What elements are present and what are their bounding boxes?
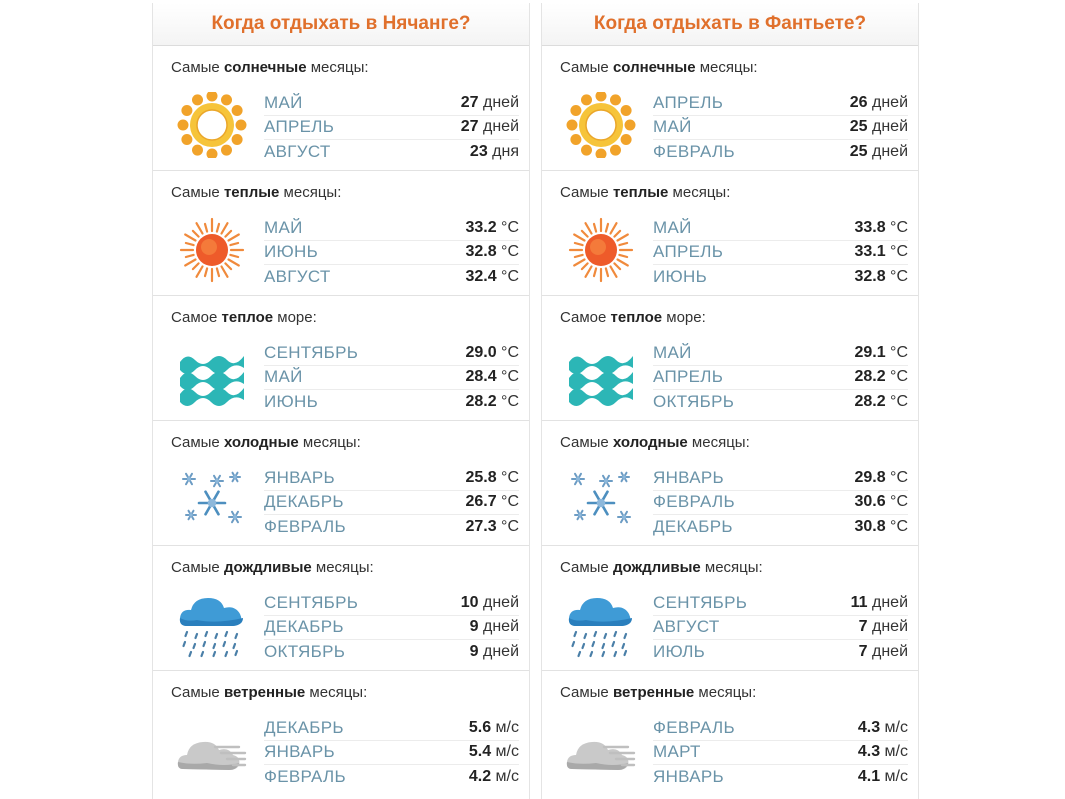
value-number: 9 [469, 618, 479, 636]
value-number: 33.8 [854, 218, 886, 236]
month-name: ФЕВРАЛЬ [264, 766, 346, 786]
month-row [653, 591, 908, 616]
value-unit: дней [478, 93, 519, 111]
month-list [264, 716, 519, 789]
section-title-keyword: холодные [223, 434, 299, 451]
month-list [264, 341, 519, 414]
month-value [470, 143, 519, 161]
month-value [859, 618, 908, 636]
month-value [854, 243, 908, 261]
rain-cloud-icon [566, 592, 636, 658]
section-title-suffix: месяцы: [687, 434, 750, 451]
month-name: АПРЕЛЬ [653, 367, 724, 387]
value-unit: °C [496, 493, 519, 511]
value-unit: м/с [880, 718, 908, 736]
month-row [653, 741, 908, 766]
section-title-keyword: дождливые [223, 559, 312, 576]
month-value [859, 643, 908, 661]
month-name: ДЕКАБРЬ [264, 492, 344, 512]
month-name: МАЙ [264, 92, 303, 112]
section-title-prefix: Самые [560, 59, 613, 76]
value-number: 25 [849, 118, 868, 136]
month-list [264, 466, 519, 539]
month-value [854, 469, 908, 487]
month-row [264, 341, 519, 366]
value-unit: °C [885, 218, 908, 236]
month-name: МАЙ [653, 217, 692, 237]
section-title [171, 559, 374, 576]
month-name: МАЙ [653, 117, 692, 137]
value-number: 23 [469, 142, 488, 160]
value-unit: °C [496, 343, 519, 361]
month-value [854, 393, 908, 411]
value-number: 30.6 [854, 493, 886, 511]
month-row [264, 91, 519, 116]
month-name: ЯНВАРЬ [653, 766, 724, 786]
month-name: ЯНВАРЬ [653, 467, 724, 487]
month-list [653, 91, 908, 164]
month-name: МАЙ [264, 367, 303, 387]
value-number: 29.1 [854, 343, 886, 361]
month-row [653, 341, 908, 366]
value-unit: °C [885, 468, 908, 486]
month-value [854, 518, 908, 536]
sun-icon [177, 92, 247, 158]
section-title-prefix: Самые [560, 434, 613, 451]
month-value [470, 643, 519, 661]
month-name: АПРЕЛЬ [653, 242, 724, 262]
month-name: ФЕВРАЛЬ [264, 516, 346, 536]
value-unit: °C [885, 343, 908, 361]
month-row [264, 265, 519, 289]
month-value [858, 768, 908, 786]
month-row [264, 591, 519, 616]
value-number: 25 [849, 142, 868, 160]
month-value [850, 94, 908, 112]
panel-title: Когда отдыхать в Нячанге? [153, 3, 529, 46]
panel-phan-thiet [541, 3, 919, 799]
section-title-suffix: месяцы: [695, 59, 758, 76]
value-unit: дней [867, 593, 908, 611]
section-title-prefix: Самые [560, 184, 613, 201]
value-unit: °C [885, 267, 908, 285]
section-title-suffix: месяцы: [279, 184, 342, 201]
section-title [560, 309, 706, 326]
month-row [653, 390, 908, 414]
month-row [653, 216, 908, 241]
section-title [560, 59, 758, 76]
month-value [461, 118, 519, 136]
value-unit: °C [496, 267, 519, 285]
climate-section [153, 171, 529, 296]
month-value [465, 393, 519, 411]
month-name: ИЮНЬ [264, 391, 319, 411]
month-row [264, 216, 519, 241]
section-title-prefix: Самые [171, 184, 224, 201]
value-number: 4.3 [857, 718, 881, 736]
month-list [264, 591, 519, 664]
month-row [264, 716, 519, 741]
section-title [171, 684, 367, 701]
section-title-suffix: море: [662, 309, 706, 326]
section-title-suffix: месяцы: [305, 684, 368, 701]
month-value [461, 94, 519, 112]
month-value [854, 268, 908, 286]
value-number: 26.7 [465, 493, 497, 511]
month-row [653, 491, 908, 516]
month-row [264, 640, 519, 664]
month-name: МАЙ [653, 342, 692, 362]
month-list [653, 716, 908, 789]
climate-section [542, 671, 918, 796]
value-number: 30.8 [854, 517, 886, 535]
month-name: ДЕКАБРЬ [264, 617, 344, 637]
month-value [469, 768, 519, 786]
climate-section [542, 546, 918, 671]
value-unit: м/с [491, 743, 519, 761]
value-number: 4.3 [857, 743, 881, 761]
month-name: ДЕКАБРЬ [653, 516, 733, 536]
hot-sun-icon [566, 217, 636, 283]
value-number: 25.8 [465, 468, 497, 486]
month-name: ДЕКАБРЬ [264, 717, 344, 737]
month-name: ИЮНЬ [653, 266, 708, 286]
month-row [264, 491, 519, 516]
month-list [653, 216, 908, 289]
value-unit: °C [885, 368, 908, 386]
sun-icon [566, 92, 636, 158]
month-value [465, 219, 519, 237]
month-row [653, 466, 908, 491]
month-name: МАРТ [653, 742, 701, 762]
month-name: ФЕВРАЛЬ [653, 717, 735, 737]
section-title-suffix: месяцы: [700, 559, 763, 576]
section-title-keyword: теплое [221, 309, 274, 326]
section-title-suffix: месяцы: [311, 559, 374, 576]
month-value [461, 594, 519, 612]
month-row [653, 116, 908, 141]
value-unit: м/с [491, 767, 519, 785]
section-title-prefix: Самые [560, 559, 613, 576]
month-value [469, 743, 519, 761]
wind-cloud-icon [177, 717, 247, 783]
month-value [850, 118, 908, 136]
value-number: 7 [858, 618, 868, 636]
value-unit: °C [496, 243, 519, 261]
value-unit: °C [496, 392, 519, 410]
section-title-keyword: ветренные [612, 684, 695, 701]
section-title-prefix: Самое [171, 309, 222, 326]
value-unit: м/с [491, 718, 519, 736]
value-unit: °C [885, 392, 908, 410]
value-number: 4.2 [468, 767, 492, 785]
section-title-prefix: Самые [171, 559, 224, 576]
climate-section [542, 296, 918, 421]
value-number: 32.8 [854, 267, 886, 285]
value-unit: м/с [880, 767, 908, 785]
value-unit: дней [478, 593, 519, 611]
section-title [560, 434, 750, 451]
section-title-keyword: дождливые [612, 559, 701, 576]
month-row [264, 366, 519, 391]
month-row [653, 640, 908, 664]
month-name: АВГУСТ [264, 266, 331, 286]
value-unit: дней [867, 642, 908, 660]
value-unit: °C [496, 368, 519, 386]
waves-icon [177, 342, 247, 408]
month-row [264, 515, 519, 539]
month-value [465, 493, 519, 511]
value-number: 5.4 [468, 743, 492, 761]
value-number: 28.2 [854, 368, 886, 386]
month-name: АПРЕЛЬ [653, 92, 724, 112]
waves-icon [566, 342, 636, 408]
section-title-prefix: Самые [171, 434, 224, 451]
month-row [653, 241, 908, 266]
section-title-suffix: месяцы: [668, 184, 731, 201]
value-number: 33.2 [465, 218, 497, 236]
climate-section [153, 671, 529, 796]
section-title [560, 684, 756, 701]
section-title-suffix: месяцы: [298, 434, 361, 451]
value-number: 32.4 [465, 267, 497, 285]
section-title-keyword: холодные [612, 434, 688, 451]
month-list [653, 466, 908, 539]
month-name: ЯНВАРЬ [264, 742, 335, 762]
month-row [653, 515, 908, 539]
value-unit: °C [885, 517, 908, 535]
month-row [264, 140, 519, 164]
value-number: 10 [460, 593, 479, 611]
section-title [171, 434, 361, 451]
value-unit: дней [478, 118, 519, 136]
section-title-keyword: теплые [612, 184, 669, 201]
month-row [653, 716, 908, 741]
month-name: АПРЕЛЬ [264, 117, 335, 137]
section-title-keyword: теплые [223, 184, 280, 201]
month-row [264, 116, 519, 141]
hot-sun-icon [177, 217, 247, 283]
value-number: 26 [849, 93, 868, 111]
value-number: 7 [858, 642, 868, 660]
month-row [264, 616, 519, 641]
value-unit: °C [496, 468, 519, 486]
value-number: 27.3 [465, 517, 497, 535]
month-row [264, 765, 519, 789]
month-row [653, 616, 908, 641]
month-value [465, 344, 519, 362]
month-name: ФЕВРАЛЬ [653, 141, 735, 161]
month-row [653, 765, 908, 789]
section-title-keyword: солнечные [223, 59, 307, 76]
month-value [854, 368, 908, 386]
month-name: СЕНТЯБРЬ [653, 592, 748, 612]
month-value [465, 368, 519, 386]
month-row [653, 366, 908, 391]
month-value [470, 618, 519, 636]
section-title-prefix: Самые [171, 684, 224, 701]
month-value [858, 719, 908, 737]
value-unit: дней [867, 618, 908, 636]
value-number: 33.1 [854, 243, 886, 261]
section-title-keyword: ветренные [223, 684, 306, 701]
month-list [264, 91, 519, 164]
section-title-suffix: месяцы: [694, 684, 757, 701]
section-title-prefix: Самые [560, 684, 613, 701]
value-unit: °C [885, 493, 908, 511]
value-number: 29.8 [854, 468, 886, 486]
section-title [171, 309, 317, 326]
month-value [465, 518, 519, 536]
climate-section [542, 421, 918, 546]
month-name: ОКТЯБРЬ [264, 641, 346, 661]
section-title-suffix: месяцы: [306, 59, 369, 76]
value-number: 28.2 [465, 392, 497, 410]
value-unit: м/с [880, 743, 908, 761]
month-row [653, 91, 908, 116]
month-row [264, 466, 519, 491]
section-title-keyword: теплое [610, 309, 663, 326]
value-unit: °C [496, 517, 519, 535]
month-name: ИЮЛЬ [653, 641, 706, 661]
panel-nha-trang [152, 3, 530, 799]
value-number: 11 [850, 593, 868, 611]
value-number: 9 [469, 642, 479, 660]
value-unit: дней [867, 93, 908, 111]
value-number: 5.6 [468, 718, 492, 736]
month-name: СЕНТЯБРЬ [264, 592, 359, 612]
month-list [653, 341, 908, 414]
climate-section [153, 296, 529, 421]
month-value [851, 594, 908, 612]
value-unit: дней [478, 642, 519, 660]
month-list [653, 591, 908, 664]
climate-section [542, 46, 918, 171]
panel-title: Когда отдыхать в Фантьете? [542, 3, 918, 46]
month-name: АВГУСТ [264, 141, 331, 161]
month-row [264, 741, 519, 766]
section-title-prefix: Самое [560, 309, 611, 326]
snowflakes-icon [177, 467, 247, 533]
section-title-suffix: море: [273, 309, 317, 326]
month-value [469, 719, 519, 737]
month-name: ОКТЯБРЬ [653, 391, 735, 411]
month-name: МАЙ [264, 217, 303, 237]
month-value [854, 344, 908, 362]
snowflakes-icon [566, 467, 636, 533]
climate-section [153, 421, 529, 546]
month-name: АВГУСТ [653, 617, 720, 637]
climate-section [153, 46, 529, 171]
month-name: ИЮНЬ [264, 242, 319, 262]
section-title [560, 559, 763, 576]
month-row [653, 265, 908, 289]
section-title [171, 59, 369, 76]
value-number: 28.4 [465, 368, 497, 386]
month-value [854, 219, 908, 237]
value-number: 32.8 [465, 243, 497, 261]
value-unit: дня [487, 142, 519, 160]
value-number: 27 [460, 93, 479, 111]
climate-section [542, 171, 918, 296]
rain-cloud-icon [177, 592, 247, 658]
month-value [465, 243, 519, 261]
month-row [653, 140, 908, 164]
climate-section [153, 546, 529, 671]
month-value [854, 493, 908, 511]
wind-cloud-icon [566, 717, 636, 783]
value-number: 4.1 [857, 767, 881, 785]
section-title [560, 184, 730, 201]
section-title-keyword: солнечные [612, 59, 696, 76]
section-title [171, 184, 341, 201]
month-name: СЕНТЯБРЬ [264, 342, 359, 362]
value-unit: °C [496, 218, 519, 236]
month-row [264, 241, 519, 266]
month-value [465, 268, 519, 286]
value-unit: °C [885, 243, 908, 261]
value-number: 28.2 [854, 392, 886, 410]
month-value [465, 469, 519, 487]
month-row [264, 390, 519, 414]
value-unit: дней [867, 142, 908, 160]
month-name: ФЕВРАЛЬ [653, 492, 735, 512]
value-number: 27 [460, 118, 479, 136]
month-value [850, 143, 908, 161]
month-name: ЯНВАРЬ [264, 467, 335, 487]
month-value [858, 743, 908, 761]
value-unit: дней [867, 118, 908, 136]
value-unit: дней [478, 618, 519, 636]
month-list [264, 216, 519, 289]
value-number: 29.0 [465, 343, 497, 361]
section-title-prefix: Самые [171, 59, 224, 76]
